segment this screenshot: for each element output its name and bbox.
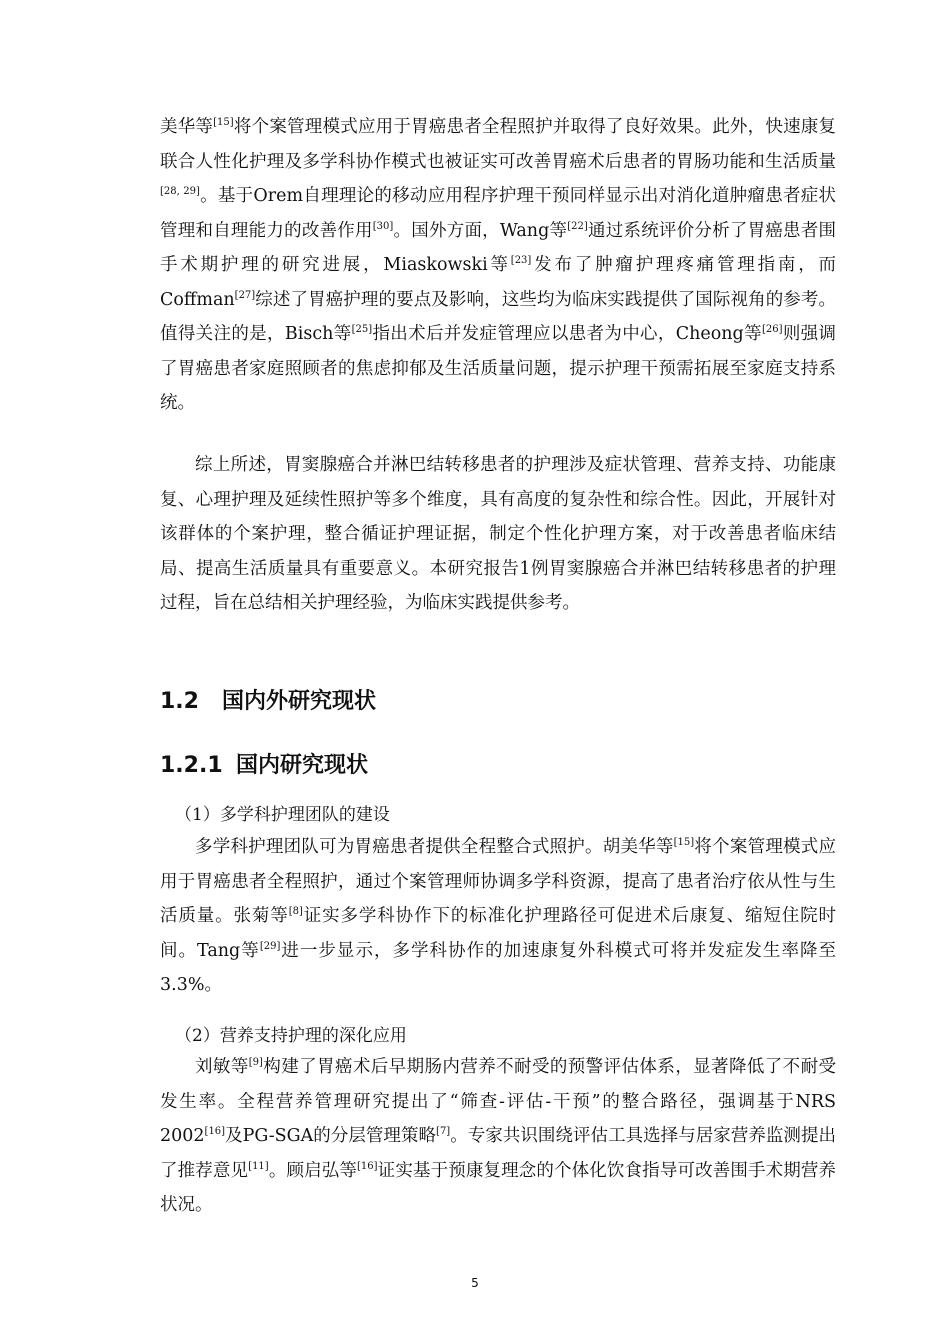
text-run: 。专家共识围绕评估工具选择与居家营养监测提出了推荐意见 [160, 1126, 837, 1181]
text-run: 综述了胃癌护理的要点及影响，这些均为临床实践提供了国际视角的参考。值得关注的是，Bisch等 [160, 289, 836, 344]
text-run: 将个案管理模式应用于胃癌患者全程照护并取得了良好效果。此外，快速康复联合人性化护理及多学科协作模式也被证实可改善胃癌术后患者的胃肠功能和生活质量 [160, 117, 837, 172]
text-run: 及PG-SGA的分层管理策略 [225, 1126, 437, 1146]
citation: [7] [436, 1126, 451, 1137]
section-heading-1-2-1 [160, 748, 368, 779]
citation: [16] [204, 1126, 226, 1137]
citation: [25] [351, 324, 373, 335]
citation: [15] [673, 837, 695, 848]
text-run: 进一步显示，多学科协作的加速康复外科模式可将并发症发生率降至3.3%。 [160, 940, 836, 995]
text-run: 多学科护理团队可为胃癌患者提供全程整合式照护。胡美华等 [195, 837, 674, 857]
text-run: 综上所述，胃窦腺癌合并淋巴结转移患者的护理涉及症状管理、营养支持、功能康复、心理护理及延续性照护等多个维度，具有高度的复杂性和综合性。因此，开展针对该群体的个案护理，整合循证护理证据，制定个性化护理方案，对于改善患者临床结局、提高生活质量具有重要意义。本研究报告1例胃窦腺癌合并淋巴结转移患者的护理过程，旨在总结相关护理经验，为临床实践提供参考。 [160, 455, 836, 613]
citation: [23] [510, 255, 532, 266]
text-run: 通过系统评价分析了胃癌患者围手术期护理的研究进展，Miaskowski等 [160, 220, 837, 275]
citation: [26] [761, 324, 783, 335]
citation: [28, 29] [160, 186, 200, 197]
citation: [27] [234, 289, 256, 301]
text-run: 则强调了胃癌患者家庭照顾者的焦虑抑郁及生活质量问题，提示护理干预需拓展至家庭支持系统。 [160, 324, 837, 413]
citation: [30] [372, 220, 394, 232]
text-run: 。顾启弘等 [268, 1160, 358, 1181]
text-run: 指出术后并发症管理应以患者为中心，Cheong等 [372, 324, 762, 344]
paragraph-summary [160, 448, 836, 621]
text-run: 美华等 [160, 117, 214, 137]
text-run: 构建了胃癌术后早期肠内营养不耐受的预警评估体系，显著降低了不耐受发生率。全程营养管理研究提出了“筛查-评估-干预”的整合路径，强调基于NRS 2002 [160, 1057, 837, 1146]
text-run: 刘敏等 [195, 1057, 249, 1077]
text-run: 发布了肿瘤护理疼痛管理指南，而Coffman [160, 255, 837, 310]
citation: [11] [248, 1160, 269, 1172]
citation: [9] [248, 1057, 263, 1068]
citation: [15] [213, 117, 234, 128]
text-run: 。基于Orem自理理论的移动应用程序护理干预同样显示出对消化道肿瘤患者症状管理和自理能力的改善作用 [160, 186, 836, 241]
text-run: 证实基于预康复理念的个体化饮食指导可改善围手术期营养状况。 [160, 1160, 837, 1215]
subheading-multidisciplinary: （1）多学科护理团队的建设 [175, 805, 390, 825]
citation: [8] [288, 906, 303, 917]
section-heading-1-2 [160, 684, 376, 715]
section-title: 国内研究现状 [236, 753, 369, 778]
paragraph-intro-continued [160, 110, 836, 421]
citation: [29] [259, 940, 281, 952]
text-run: 。国外方面，Wang等 [393, 220, 568, 241]
section-number: 1.2 [160, 689, 199, 714]
subheading-nutrition: （2）营养支持护理的深化应用 [175, 1026, 407, 1046]
citation: [22] [567, 220, 588, 232]
paragraph-multidisciplinary [160, 830, 836, 1003]
paragraph-nutrition [160, 1050, 836, 1223]
text-run: 将个案管理模式应用于胃癌患者全程照护，通过个案管理师协调多学科资源，提高了患者治疗依从性与生活质量。张菊等 [160, 837, 837, 926]
section-title: 国内外研究现状 [222, 689, 377, 714]
page-number: 5 [471, 1276, 479, 1290]
citation: [16] [357, 1160, 378, 1172]
text-run: 证实多学科协作下的标准化护理路径可促进术后康复、缩短住院时间。Tang等 [160, 906, 837, 961]
section-number: 1.2.1 [160, 753, 223, 778]
